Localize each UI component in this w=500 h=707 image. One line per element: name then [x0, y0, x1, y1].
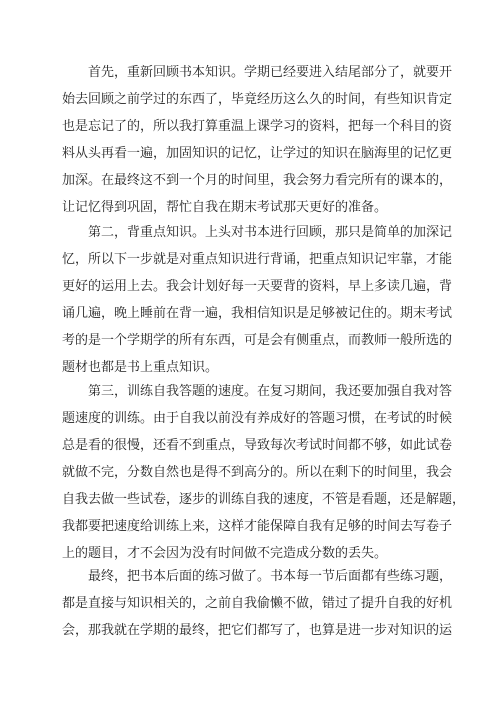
text-line: 就做不完，分数自然也是得不到高分的。所以在剩下的时间里，我会: [62, 465, 453, 480]
text-line: 加深。在最终这不到一个月的时间里，我会努力看完所有的课本的，: [62, 173, 453, 188]
text-line: 题材也都是书上重点知识。: [62, 360, 219, 375]
text-line: 诵几遍，晚上睡前在背一遍，我相信知识是足够被记住的。期末考试: [62, 306, 453, 321]
text-line: 会，那我就在学期的最终，把它们都写了，也算是进一步对知识的运: [62, 623, 453, 638]
text-line: 更好的运用上去。我会计划好每一天要背的资料，早上多读几遍，背: [62, 279, 453, 294]
text-line: 题速度的训练。由于自我以前没有养成好的答题习惯，在考试的时候: [62, 411, 453, 426]
text-line: 让记忆得到巩固，帮忙自我在期末考试那天更好的准备。: [62, 200, 388, 215]
text-line: 也是忘记了的，所以我打算重温上课学习的资料，把每一个科目的资: [62, 119, 453, 134]
text-line: 首先，重新回顾书本知识。学期已经要进入结尾部分了，就要开: [88, 65, 453, 80]
text-line: 第三，训练自我答题的速度。在复习期间，我还要加强自我对答: [88, 384, 453, 399]
text-line: 我都要把速度给训练上来，这样才能保障自我有足够的时间去写卷子: [62, 519, 453, 534]
text-line: 考的是一个学期学的所有东西，可是会有侧重点，而教师一般所选的: [62, 333, 453, 348]
text-line: 料从头再看一遍，加固知识的记忆，让学过的知识在脑海里的记忆更: [62, 146, 453, 161]
text-line: 都是直接与知识相关的，之前自我偷懒不做，错过了提升自我的好机: [62, 596, 453, 611]
text-line: 自我去做一些试卷，逐步的训练自我的速度，不管是看题，还是解题，: [62, 492, 466, 507]
text-line: 忆，所以下一步就是对重点知识进行背诵，把重点知识记牢靠，才能: [62, 252, 453, 267]
text-line: 上的题目，才不会因为没有时间做不完造成分数的丢失。: [62, 546, 388, 561]
text-line: 总是看的很慢，还看不到重点，导致每次考试时间都不够，如此试卷: [62, 438, 453, 453]
paragraph-review-textbook: [62, 59, 453, 221]
paragraph-memorize-key-points: [62, 219, 453, 381]
text-line: 最终，把书本后面的练习做了。书本每一节后面都有些练习题，: [88, 569, 453, 584]
paragraph-answer-speed: [62, 378, 466, 567]
paragraph-do-exercises: [62, 563, 453, 644]
text-line: 始去回顾之前学过的东西了，毕竟经历这么久的时间，有些知识肯定: [62, 92, 453, 107]
text-line: 第二，背重点知识。上头对书本进行回顾，那只是简单的加深记: [88, 225, 453, 240]
